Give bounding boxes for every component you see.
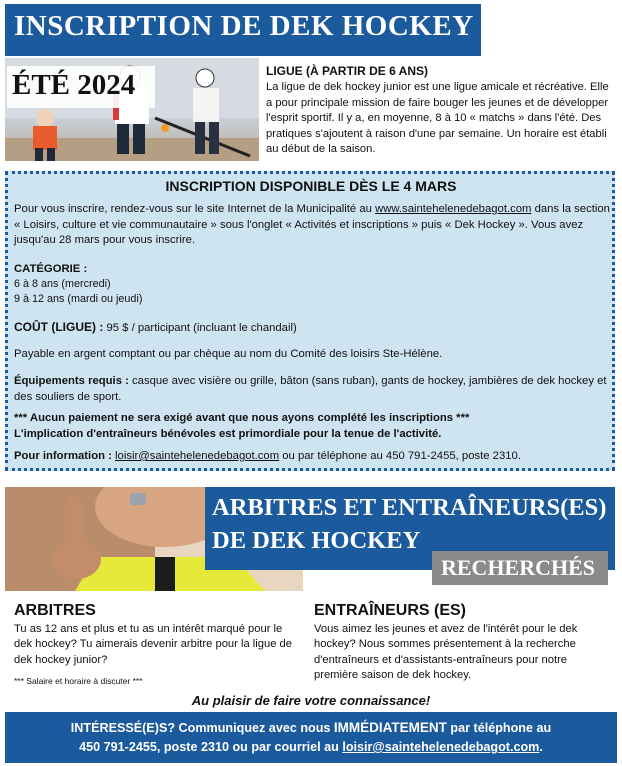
- contact-line: [14, 449, 610, 465]
- contact-label: Pour information :: [14, 450, 112, 462]
- coaches-heading: ENTRAÎNEURS (ES): [314, 602, 467, 619]
- footer-period: .: [539, 740, 543, 754]
- category-heading: CATÉGORIE :: [14, 263, 88, 275]
- registration-intro: [14, 202, 610, 249]
- cost-label: COÛT (LIGUE) :: [14, 320, 104, 334]
- equipment-label: Équipements requis :: [14, 375, 129, 387]
- category-item-2: 9 à 12 ans (mardi ou jeudi): [14, 293, 143, 305]
- coaches-description: Vous aimez les jeunes et avez de l'intérêt pour le dek hockey? Nous sommes présentement à la recherche d'entraîneurs et d'assistants-entraîneurs pour notre première saison de dek hockey.: [314, 623, 578, 682]
- volunteer-notice: L'implication d'entraîneurs bénévoles est primordiale pour la tenue de l'activité.: [14, 428, 442, 440]
- page-title: INSCRIPTION DE DEK HOCKEY: [14, 10, 474, 42]
- payment-notice: *** Aucun paiement ne sera exigé avant que nous ayons complété les inscriptions ***: [14, 412, 470, 424]
- referees-note: *** Salaire et horaire à discuter ***: [14, 676, 143, 686]
- equipment-line: [14, 374, 610, 405]
- cost-line: [14, 320, 610, 337]
- wanted-badge: RECHERCHÉS: [441, 555, 596, 580]
- equipment-value: casque avec visière ou grille, bâton (sans ruban), gants de hockey, jambières de dek hockey et des souliers de sport.: [14, 375, 607, 403]
- intro-text-1: Pour vous inscrire, rendez-vous sur le site Internet de la Municipalité au: [14, 203, 376, 215]
- league-title: LIGUE (À PARTIR DE 6 ANS): [266, 64, 429, 78]
- league-description: La ligue de dek hockey junior est une ligue amicale et récréative. Elle a pour principale mission de faire bouger les jeunes et de développer l'esprit sportif. Il y a, en moyenne, 8 à 10 « matchs » dans l'été. Des pratiques s'ajoutent à raison d'une par semaine. Un horaire est établi au début de la saison.: [266, 81, 609, 156]
- footer-phone: 450 791-2455, poste 2310 ou par courriel au: [79, 740, 343, 754]
- footer-text-c: par téléphone au: [446, 721, 552, 735]
- intro-text-2: dans la section « Loisirs, culture et vie communautaire » sous l'onglet « Activités et inscriptions » puis « Dek Hockey ». Vous avez jusqu'au 28 mars pour vous inscrire.: [14, 203, 610, 246]
- category-item-1: 6 à 8 ans (mercredi): [14, 278, 111, 290]
- recruit-title-line1: ARBITRES ET ENTRAÎNEURS(ES): [212, 494, 607, 521]
- referees-heading: ARBITRES: [14, 602, 96, 619]
- recruit-title-line2: DE DEK HOCKEY: [212, 527, 421, 554]
- referees-description: Tu as 12 ans et plus et tu as un intérêt marqué pour le dek hockey? Tu aimerais devenir arbitre pour la ligue de dek hockey junior?: [14, 623, 292, 666]
- contact-email-link[interactable]: loisir@saintehelenedebagot.com: [115, 450, 280, 462]
- footer-emphasis: IMMÉDIATEMENT: [333, 720, 447, 735]
- season-label: ÉTÉ 2024: [12, 69, 136, 101]
- website-link[interactable]: www.saintehelenedebagot.com: [375, 203, 532, 215]
- footer-email-link[interactable]: loisir@saintehelenedebagot.com: [342, 740, 540, 754]
- cost-value: 95 $ / participant (incluant le chandail): [103, 322, 297, 334]
- footer-text-a: INTÉRESSÉ(E)S? Communiquez avec nous: [70, 721, 334, 735]
- closing-message: Au plaisir de faire votre connaissance!: [191, 693, 431, 708]
- category-label: [14, 262, 610, 278]
- registration-title: INSCRIPTION DISPONIBLE DÈS LE 4 MARS: [165, 178, 457, 194]
- footer-line-1: [0, 720, 622, 735]
- contact-phone: ou par téléphone au 450 791-2455, poste 2310.: [279, 450, 521, 462]
- footer-line-2: [0, 740, 622, 754]
- payment-line: Payable en argent comptant ou par chèque au nom du Comité des loisirs Ste-Hélène.: [14, 348, 443, 360]
